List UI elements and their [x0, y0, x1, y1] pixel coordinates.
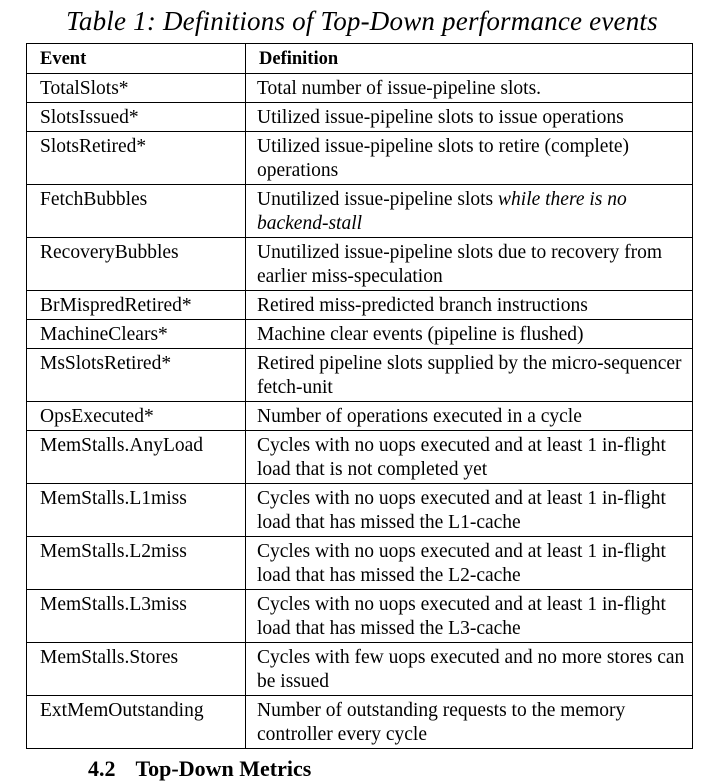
events-table — [26, 43, 693, 749]
table-row — [27, 74, 693, 103]
table-row — [27, 349, 693, 402]
event-definition: Retired miss-predicted branch instructions — [246, 291, 693, 320]
event-name: OpsExecuted* — [27, 402, 246, 431]
event-name: MemStalls.L1miss — [27, 484, 246, 537]
section-number: 4.2 — [88, 756, 116, 781]
event-definition: Cycles with no uops executed and at least 1 in-flight load that is not completed yet — [246, 431, 693, 484]
table-row — [27, 291, 693, 320]
table-row — [27, 696, 693, 749]
event-definition: Number of outstanding requests to the memory controller every cycle — [246, 696, 693, 749]
event-name: MsSlotsRetired* — [27, 349, 246, 402]
event-name: SlotsIssued* — [27, 103, 246, 132]
table-row — [27, 320, 693, 349]
column-header-definition: Definition — [246, 44, 693, 74]
definition-text-italic: while there is no backend-stall — [257, 189, 627, 234]
event-name: FetchBubbles — [27, 185, 246, 238]
event-name: RecoveryBubbles — [27, 238, 246, 291]
event-definition: Number of operations executed in a cycle — [246, 402, 693, 431]
event-definition: Unutilized issue-pipeline slots due to recovery from earlier miss-speculation — [246, 238, 693, 291]
event-definition: Retired pipeline slots supplied by the micro-sequencer fetch-unit — [246, 349, 693, 402]
event-name: BrMispredRetired* — [27, 291, 246, 320]
table-caption: Table 1: Definitions of Top-Down performance events — [66, 6, 658, 36]
table-row — [27, 537, 693, 590]
table-row — [27, 132, 693, 185]
event-definition: Utilized issue-pipeline slots to retire (complete) operations — [246, 132, 693, 185]
event-definition: Machine clear events (pipeline is flushed) — [246, 320, 693, 349]
event-name: MemStalls.Stores — [27, 643, 246, 696]
table-row — [27, 238, 693, 291]
event-definition: Cycles with no uops executed and at least 1 in-flight load that has missed the L3-cache — [246, 590, 693, 643]
table-row — [27, 185, 693, 238]
section-title: Top-Down Metrics — [135, 756, 312, 781]
column-header-event: Event — [27, 44, 246, 74]
event-name: SlotsRetired* — [27, 132, 246, 185]
event-definition: Total number of issue-pipeline slots. — [246, 74, 693, 103]
event-name: ExtMemOutstanding — [27, 696, 246, 749]
event-name: TotalSlots* — [27, 74, 246, 103]
event-definition: Cycles with few uops executed and no more stores can be issued — [246, 643, 693, 696]
section-heading — [88, 756, 311, 782]
event-definition — [246, 185, 693, 238]
event-name: MemStalls.L2miss — [27, 537, 246, 590]
event-name: MemStalls.AnyLoad — [27, 431, 246, 484]
event-name: MemStalls.L3miss — [27, 590, 246, 643]
event-definition: Utilized issue-pipeline slots to issue operations — [246, 103, 693, 132]
table-row — [27, 643, 693, 696]
table-row — [27, 484, 693, 537]
table-row — [27, 402, 693, 431]
event-name: MachineClears* — [27, 320, 246, 349]
table-row — [27, 103, 693, 132]
table-row — [27, 590, 693, 643]
event-definition: Cycles with no uops executed and at least 1 in-flight load that has missed the L2-cache — [246, 537, 693, 590]
definition-text: Unutilized issue-pipeline slots — [257, 189, 499, 210]
table-row — [27, 431, 693, 484]
event-definition: Cycles with no uops executed and at least 1 in-flight load that has missed the L1-cache — [246, 484, 693, 537]
table-header-row — [27, 44, 693, 74]
